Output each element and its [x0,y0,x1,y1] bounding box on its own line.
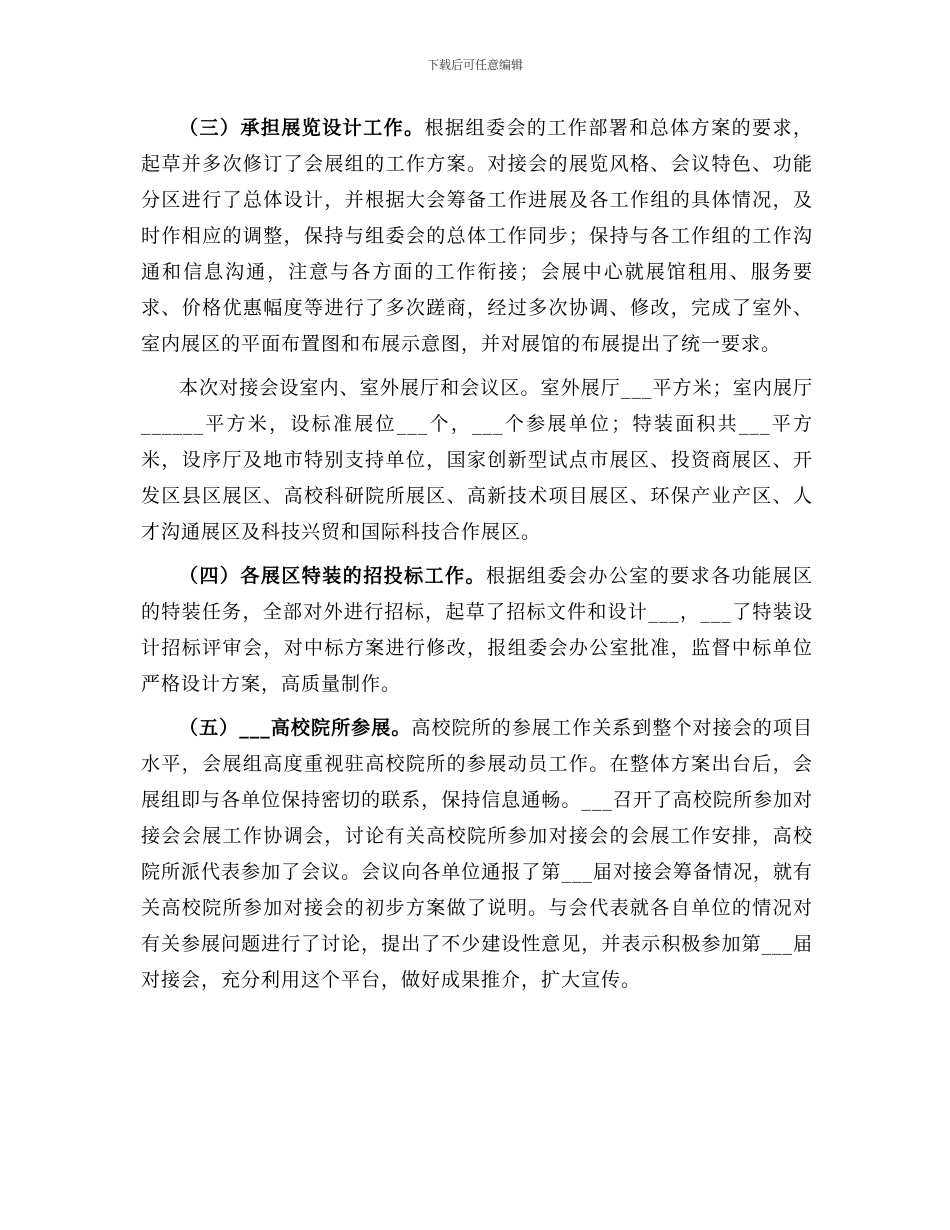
section-4-body: 根据组委会办公室的要求各功能展区的特装任务，全部对外进行招标，起草了招标文件和设计___，___了特装设计招标评审会，对中标方案进行修改，报组委会办公室批准，监督中标单位严格设计方案，高质量制作。 [141,565,813,695]
paragraph-venue-overview [141,370,813,550]
section-3-heading: （三）承担展览设计工作。 [179,117,425,139]
section-5-heading: （五）___高校院所参展。 [179,717,412,739]
paragraph-section-4 [141,558,813,702]
page-header: 下载后可任意编辑 [426,58,523,72]
section-3-body: 根据组委会的工作部署和总体方案的要求，起草并多次修订了会展组的工作方案。对接会的展览风格、会议特色、功能分区进行了总体设计，并根据大会筹备工作进展及各工作组的具体情况，及时作相应的调整，保持与组委会的总体工作同步；保持与各工作组的工作沟通和信息沟通，注意与各方面的工作衔接；会展中心就展馆租用、服务要求、价格优惠幅度等进行了多次蹉商，经过多次协调、修改，完成了室外、室内展区的平面布置图和布展示意图，并对展馆的布展提出了统一要求。 [141,117,813,355]
document-body [141,110,813,1006]
paragraph-section-5 [141,710,813,998]
venue-overview-body: 本次对接会设室内、室外展厅和会议区。室外展厅___平方米；室内展厅______平方米，设标准展位___个，___个参展单位；特装面积共___平方米，设序厅及地市特别支持单位，国家创新型试点市展区、投资商展区、开发区县区展区、高校科研院所展区、高新技术项目展区、环保产业产区、人才沟通展区及科技兴贸和国际科技合作展区。 [141,377,813,543]
paragraph-section-3 [141,110,813,362]
section-4-heading: （四）各展区特装的招投标工作。 [179,565,486,587]
section-5-body: 高校院所的参展工作关系到整个对接会的项目水平，会展组高度重视驻高校院所的参展动员工作。在整体方案出台后，会展组即与各单位保持密切的联系，保持信息通畅。___召开了高校院所参加对接会会展工作协调会，讨论有关高校院所参加对接会的会展工作安排，高校院所派代表参加了会议。会议向各单位通报了第___届对接会筹备情况，就有关高校院所参加对接会的初步方案做了说明。与会代表就各自单位的情况对有关参展问题进行了讨论，提出了不少建设性意见，并表示积极参加第___届对接会，充分利用这个平台，做好成果推介，扩大宣传。 [141,717,813,991]
